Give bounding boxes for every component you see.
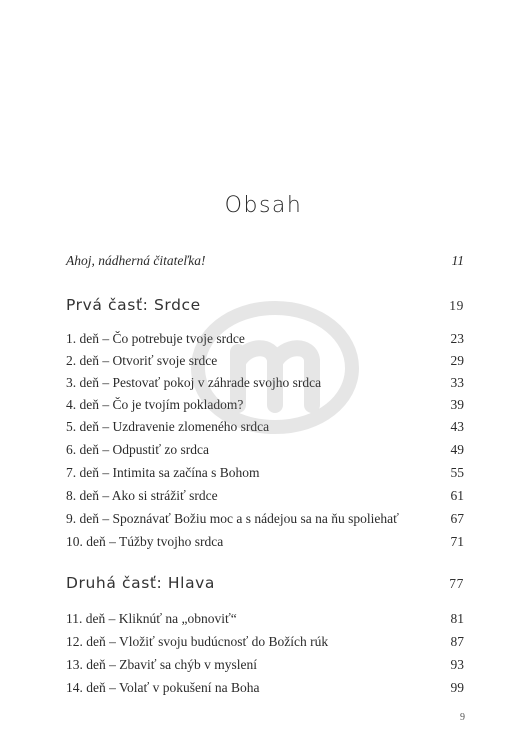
toc-entry-label: 8. deň – Ako si strážiť srdce [66, 488, 218, 503]
toc-page-number: 39 [450, 397, 464, 412]
toc-entry-label: 2. deň – Otvoriť svoje srdce [66, 353, 218, 368]
toc-entry [66, 679, 464, 697]
page-number-footer: 9 [460, 712, 465, 723]
toc-page-number: 29 [450, 353, 464, 368]
toc-entry-label: 3. deň – Pestovať pokoj v záhrade svojho srdca [66, 375, 322, 390]
toc-entry [66, 533, 464, 551]
toc-entry-label: 5. deň – Uzdravenie zlomeného srdca [66, 419, 270, 434]
part-label: Druhá časť: Hlava [66, 574, 216, 592]
toc-page-number: 11 [451, 253, 464, 268]
toc-entry-label: 6. deň – Odpustiť zo srdca [66, 442, 209, 457]
page-title: Obsah [224, 193, 303, 218]
toc-page-number: 43 [450, 419, 464, 434]
toc-entry-label: Ahoj, nádherná čitateľka! [66, 253, 206, 268]
toc-entry-label: 7. deň – Intimita sa začína s Bohom [66, 465, 260, 480]
part-label: Prvá časť: Srdce [66, 296, 201, 314]
toc-entry [66, 633, 464, 651]
toc-intro-entry [66, 252, 464, 270]
toc-entry-label: 13. deň – Zbaviť sa chýb v myslení [66, 657, 257, 672]
toc-entry [66, 510, 464, 528]
toc-page-number: 49 [450, 442, 464, 457]
toc-page-number: 33 [450, 375, 464, 390]
toc-entry-label: 10. deň – Túžby tvojho srdca [66, 534, 224, 549]
toc-entry-label: 9. deň – Spoznávať Božiu moc a s nádejou sa na ňu spoliehať [66, 511, 399, 526]
watermark-logo-icon [190, 300, 360, 435]
toc-entry [66, 441, 464, 459]
toc-page-number: 81 [450, 611, 464, 626]
toc-part-heading-2 [66, 574, 464, 593]
toc-entry [66, 464, 464, 482]
toc-page-number: 55 [450, 465, 464, 480]
toc-entry-label: 4. deň – Čo je tvojím pokladom? [66, 397, 244, 412]
toc-page-number: 19 [449, 298, 464, 313]
toc-page-number: 23 [450, 331, 464, 346]
toc-page-number: 87 [450, 634, 464, 649]
toc-page-number: 93 [450, 657, 464, 672]
toc-entry-label: 12. deň – Vložiť svoju budúcnosť do Božích rúk [66, 634, 329, 649]
toc-page-number: 61 [450, 488, 464, 503]
toc-page-number: 71 [450, 534, 464, 549]
toc-entry-label: 1. deň – Čo potrebuje tvoje srdce [66, 331, 245, 346]
toc-page-number: 77 [449, 576, 464, 591]
toc-entry-label: 14. deň – Volať v pokušení na Boha [66, 680, 260, 695]
toc-entry [66, 656, 464, 674]
toc-page-number: 99 [450, 680, 464, 695]
toc-entry [66, 487, 464, 505]
toc-entry-label: 11. deň – Kliknúť na „obnoviť“ [66, 611, 237, 626]
toc-entry [66, 610, 464, 628]
toc-page-number: 67 [450, 511, 464, 526]
